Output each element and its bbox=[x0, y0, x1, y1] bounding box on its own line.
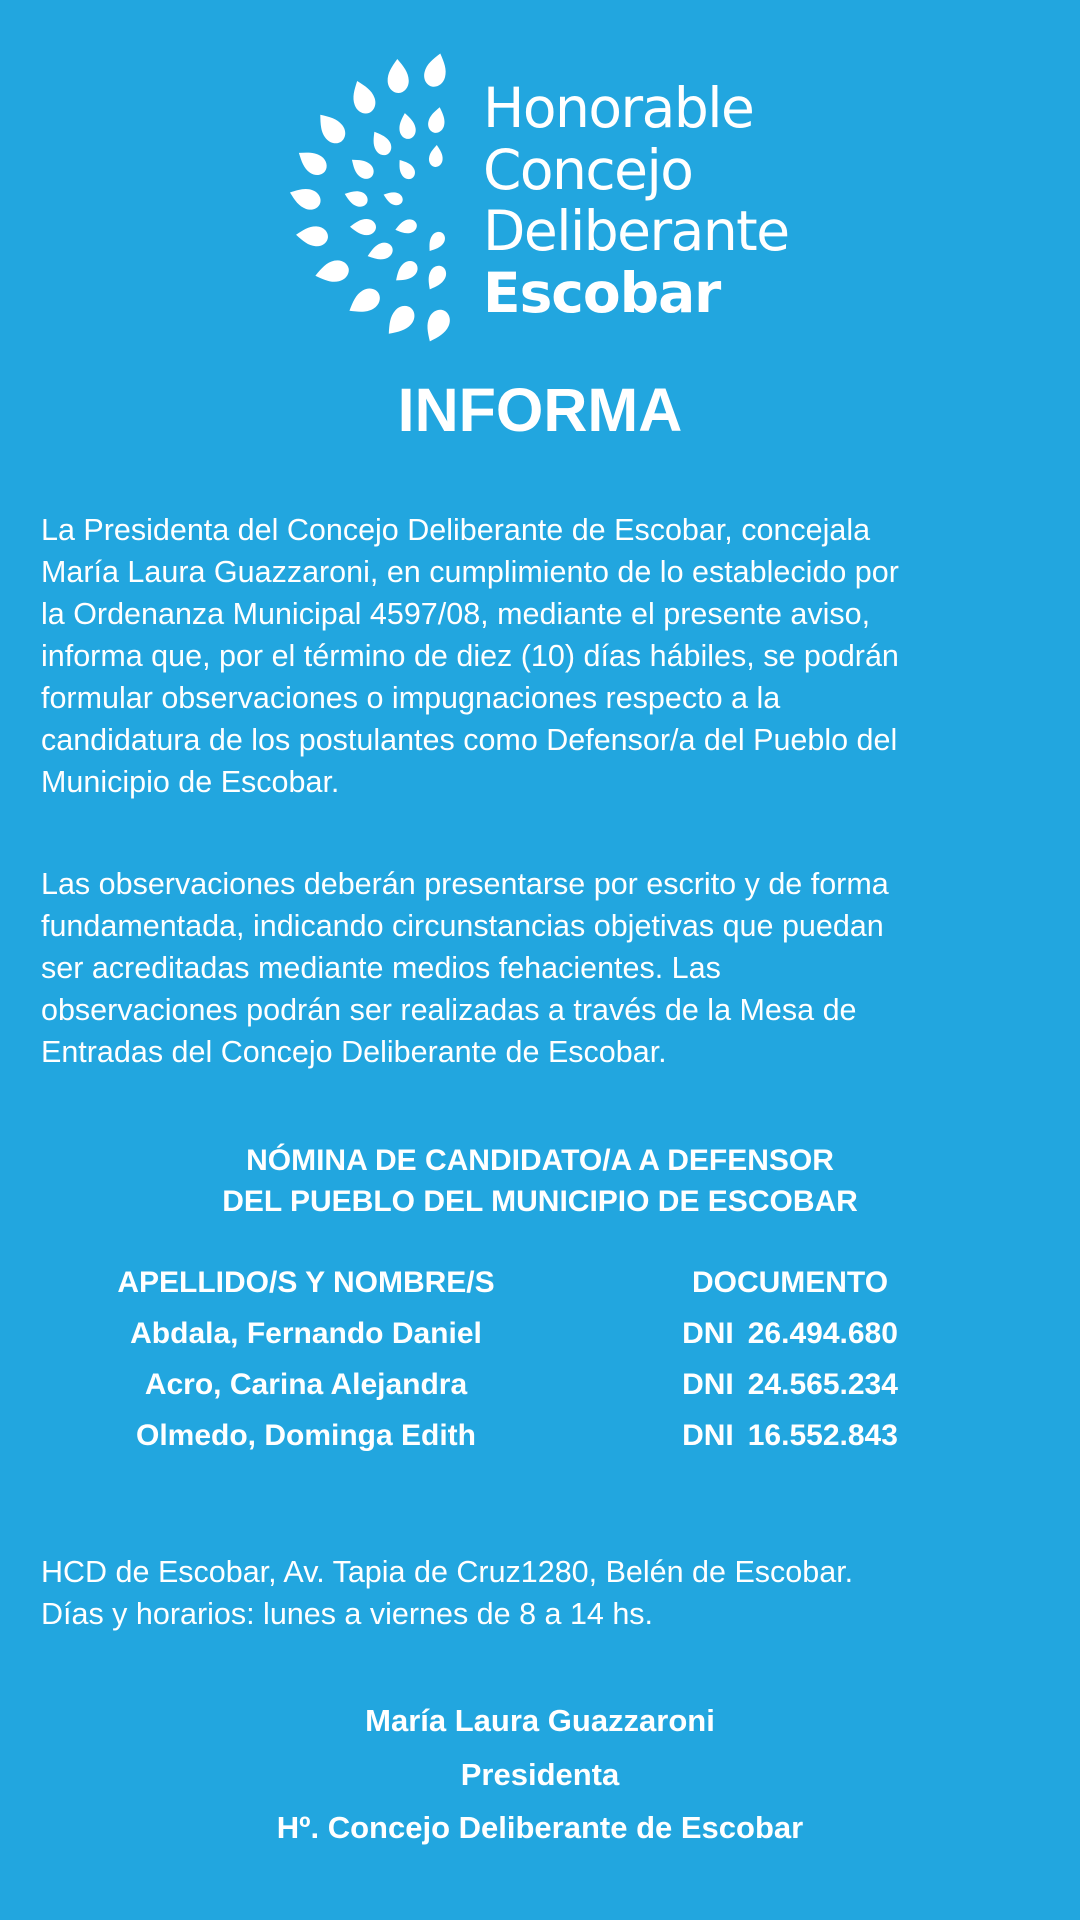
document-type: DNI bbox=[682, 1368, 734, 1401]
address-block bbox=[41, 1551, 853, 1635]
logo-petal bbox=[428, 145, 443, 168]
candidates-heading bbox=[0, 1140, 1080, 1222]
logo-petal bbox=[295, 225, 328, 247]
documents-column bbox=[590, 1257, 990, 1461]
document-number: 26.494.680 bbox=[747, 1317, 898, 1350]
logo-petal bbox=[342, 187, 370, 209]
candidate-document bbox=[590, 1410, 990, 1461]
logo-petal bbox=[312, 108, 350, 148]
logo-petal bbox=[426, 106, 447, 135]
logo-petal bbox=[420, 306, 453, 346]
logo-petal bbox=[365, 240, 395, 264]
page-title: INFORMA bbox=[397, 376, 683, 444]
logo-petal bbox=[397, 112, 417, 140]
logo-petal bbox=[367, 128, 394, 159]
candidate-name: Abdala, Fernando Daniel bbox=[130, 1317, 482, 1350]
hours-line: Días y horarios: lunes a viernes de 8 a 14 hs. bbox=[41, 1597, 654, 1631]
logo-petal bbox=[350, 219, 376, 236]
logo-line-concejo: Concejo bbox=[483, 137, 693, 202]
logo-petal bbox=[313, 258, 351, 286]
paragraph-line: ser acreditadas mediante medios fehacientes. Las bbox=[41, 951, 721, 985]
logo-petal bbox=[394, 218, 419, 237]
logo-petal bbox=[423, 263, 450, 294]
logo-petal bbox=[287, 183, 324, 213]
paragraph-line: Municipio de Escobar. bbox=[41, 765, 340, 799]
paragraph-line: María Laura Guazzaroni, en cumplimiento de lo establecido por bbox=[41, 555, 899, 589]
column-header-document: DOCUMENTO bbox=[691, 1266, 889, 1299]
announcement-paragraph bbox=[41, 509, 1061, 803]
candidates-heading-line: DEL PUEBLO DEL MUNICIPIO DE ESCOBAR bbox=[222, 1185, 858, 1218]
logo-petal bbox=[424, 229, 448, 255]
logo-petal-icon bbox=[280, 40, 460, 360]
logo-petal bbox=[381, 301, 419, 340]
signatory-role: Presidenta bbox=[460, 1756, 620, 1792]
address-line: HCD de Escobar, Av. Tapia de Cruz1280, Belén de Escobar. bbox=[41, 1555, 854, 1589]
candidate-document bbox=[590, 1308, 990, 1359]
logo-petal bbox=[391, 257, 421, 286]
paragraph-line: La Presidenta del Concejo Deliberante de Escobar, concejala bbox=[41, 513, 871, 547]
paragraph-line: fundamentada, indicando circunstancias objetivas que puedan bbox=[41, 909, 884, 943]
logo-petals-svg bbox=[280, 40, 460, 360]
document-number: 24.565.234 bbox=[747, 1368, 898, 1401]
observations-paragraph bbox=[41, 863, 1061, 1073]
logo-petal bbox=[344, 284, 384, 320]
signatory-institution: Hº. Concejo Deliberante de Escobar bbox=[276, 1810, 804, 1845]
candidate-document bbox=[590, 1359, 990, 1410]
logo-petal bbox=[387, 59, 409, 94]
logo-petal bbox=[347, 154, 377, 183]
document-number: 16.552.843 bbox=[747, 1419, 898, 1452]
paragraph-line: Entradas del Concejo Deliberante de Escobar. bbox=[41, 1035, 667, 1069]
logo-petal bbox=[347, 77, 378, 116]
logo-petal bbox=[422, 51, 451, 89]
logo-line-honorable: Honorable bbox=[483, 76, 754, 140]
signature-block bbox=[0, 1694, 1080, 1855]
document-type: DNI bbox=[682, 1419, 734, 1452]
logo-petal bbox=[394, 156, 418, 182]
logo-line-deliberante: Deliberante bbox=[483, 199, 789, 263]
paragraph-line: informa que, por el término de diez (10) días hábiles, se podrán bbox=[41, 639, 899, 673]
paragraph-line: formular observaciones o impugnaciones respecto a la bbox=[41, 681, 781, 715]
candidates-heading-line: NÓMINA DE CANDIDATO/A A DEFENSOR bbox=[246, 1144, 834, 1177]
logo-petal bbox=[381, 189, 404, 207]
logo-line-escobar: Escobar bbox=[483, 260, 721, 325]
signatory-name: María Laura Guazzaroni bbox=[365, 1703, 715, 1738]
paragraph-line: Las observaciones deberán presentarse por escrito y de forma bbox=[41, 867, 889, 901]
paragraph-line: candidatura de los postulantes como Defensor/a del Pueblo del bbox=[41, 723, 898, 757]
candidate-name: Acro, Carina Alejandra bbox=[144, 1368, 468, 1401]
names-column bbox=[56, 1257, 556, 1461]
logo-petal bbox=[293, 145, 331, 180]
logo-wordmark bbox=[483, 78, 789, 324]
paragraph-line: observaciones podrán ser realizadas a través de la Mesa de bbox=[41, 993, 857, 1027]
document-type: DNI bbox=[682, 1317, 734, 1350]
paragraph-line: la Ordenanza Municipal 4597/08, mediante el presente aviso, bbox=[41, 597, 871, 631]
column-header-names: APELLIDO/S Y NOMBRE/S bbox=[117, 1266, 495, 1299]
candidate-name: Olmedo, Dominga Edith bbox=[135, 1419, 476, 1452]
